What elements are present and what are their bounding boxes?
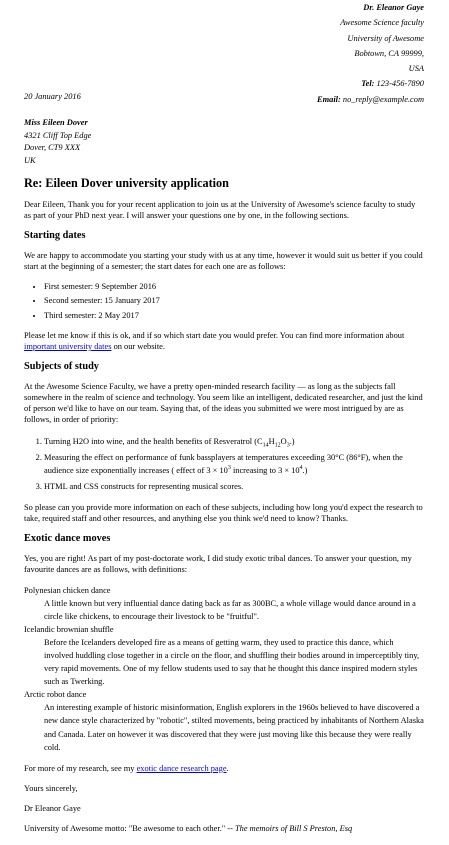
subjects-followup: So please can you provide more information on each of these subjects, including how long you'd expect the research to take, required staff and other resources, and anything else you think we'd need to know? Thanks.: [24, 502, 423, 523]
list-item: • Second semester: 15 January 2017: [44, 295, 424, 306]
item1-h: H: [268, 436, 275, 446]
sender-name: Dr. Eleanor Gaye: [363, 3, 424, 12]
signature: Dr Eleanor Gaye: [24, 803, 81, 813]
dance-term: Icelandic brownian shuffle: [24, 625, 114, 635]
tel-value: 123-456-7890: [376, 79, 424, 89]
dance-term: Arctic robot dance: [24, 690, 87, 700]
motto-text: University of Awesome motto: "Be awesome to each other." --: [24, 823, 235, 833]
university-dates-link[interactable]: important university dates: [24, 341, 112, 351]
dance-term: Polynesian chicken dance: [24, 586, 111, 596]
item2-end: .): [302, 465, 308, 475]
subjects-heading: Subjects of study: [24, 360, 99, 372]
sup-3: 3: [227, 464, 231, 471]
more-research-end: .: [226, 763, 229, 773]
sender-city: Bobtown, CA 99999,: [354, 48, 424, 58]
sender-email: [317, 92, 424, 107]
dance-text: Yes, you are right! As part of my post-doctorate work, I did study exotic tribal dances. To answer your question, my favourite dances are as follows, with definitions:: [24, 554, 412, 575]
letter-title: Re: Eileen Dover university application: [24, 176, 229, 190]
item2-mid: increasing to 3 × 10: [230, 465, 300, 475]
intro-paragraph: Dear Eileen, Thank you for your recent application to join us at the University of Awesome's science faculty to study as part of your PhD next year. I will answer your questions one by one, in the following sections.: [24, 199, 416, 220]
email-label: Email:: [317, 94, 341, 104]
semester-list: [24, 281, 424, 320]
starting-dates-heading: Starting dates: [24, 229, 86, 241]
recipient-city: Dover, CT9 XXX: [24, 143, 81, 153]
motto: [24, 823, 424, 834]
item1-end: .): [289, 436, 295, 446]
subjects-text: At the Awesome Science Faculty, we have a pretty open-minded research facility — as long as the subjects fall somewhere in the realm of science and technology. You seem like an intelligent, dedicated researcher, and just the kind of person we'd like to have on our team. Saying that, of the ideas you submitted we were most intrigued by are as follows, in order of priority:: [24, 382, 423, 425]
sender-dept: Awesome Science faculty: [340, 18, 424, 28]
sender-country: USA: [408, 64, 424, 74]
sup-4: 4: [299, 464, 303, 471]
recipient-name: Miss Eileen Dover: [24, 118, 88, 127]
recipient-country: UK: [24, 156, 36, 166]
list-item: 3. HTML and CSS constructs for representing musical scores.: [44, 480, 424, 493]
letter-date: 20 January 2016: [24, 92, 81, 101]
list-item: • Third semester: 2 May 2017: [44, 310, 424, 321]
list-item: • First semester: 9 September 2016: [44, 281, 424, 292]
letter-body: [24, 176, 424, 843]
subjects-list: [24, 435, 424, 493]
closing: Yours sincerely,: [24, 783, 78, 793]
dance-definition: Before the Icelanders developed fire as a means of getting warm, they used to practice this dance, which involved huddling close together in a circle on the floor, and shuffling their bodies around in imperceptibly tiny, very rapid movements. One of my fellow students used to say that he thought this dance inspired modern styles such as Twerking.: [44, 638, 420, 687]
list-item: [44, 451, 424, 477]
sender-address: [317, 0, 424, 107]
dance-list: [24, 584, 424, 753]
sub-12: 12: [274, 442, 281, 449]
motto-source: The memoirs of Bill S Preston, Esq: [234, 823, 353, 833]
sub-14: 14: [262, 442, 269, 449]
more-research: [24, 763, 424, 774]
dance-definition: A little known but very influential dance dating back as far as 300BC, a whole village would dance around in a circle like chickens, to encourage their livestock to be "fruitful".: [44, 599, 416, 622]
starting-dates-followup: [24, 330, 424, 352]
starting-dates-text: We are happy to accommodate you starting your study with us at any time, however it would suit us better if you could start at the beginning of a semester; the start dates for each one are as follows:: [24, 251, 423, 272]
recipient-street: 4321 Cliff Top Edge: [24, 130, 92, 140]
sender-university: University of Awesome: [347, 33, 424, 43]
sub-3: 3: [286, 442, 290, 449]
more-research-text: For more of my research, see my: [24, 763, 137, 773]
item1-o: O: [280, 436, 287, 446]
sender-tel: [317, 76, 424, 91]
dance-heading: Exotic dance moves: [24, 532, 111, 544]
item2-text: Measuring the effect on performance of funk bassplayers at temperatures exceeding 30°C (86°F), when the audience size exponentially increases ( effect of 3 × 10: [44, 452, 403, 475]
item1-text: Turning H2O into wine, and the health benefits of Resveratrol (C: [44, 436, 263, 446]
tel-label: Tel:: [361, 79, 375, 89]
dance-research-link[interactable]: exotic dance research page: [136, 763, 227, 773]
recipient-address: [24, 117, 91, 168]
list-item: [44, 435, 424, 448]
dance-definition: An interesting example of historic misinformation, English explorers in the 1960s believed to have discovered a new dance style characterized by "robotic", stilted movements, being practiced by inhabitants of Northern Alaska and Canada. Later on however it was discovered that they were just moving like this because they were really cold.: [44, 703, 424, 752]
email-value: no_reply@example.com: [342, 94, 424, 104]
followup-text: Please let me know if this is ok, and if so which start date you would prefer. You can find more information about: [24, 330, 405, 340]
followup-text-end: on our website.: [111, 341, 165, 351]
